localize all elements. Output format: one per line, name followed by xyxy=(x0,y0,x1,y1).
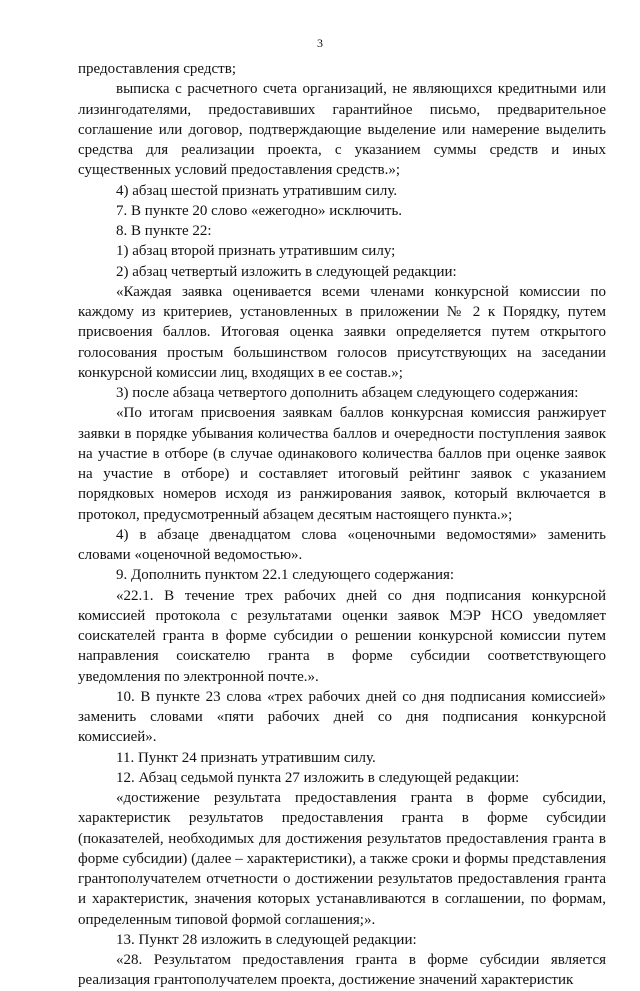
paragraph: 4) абзац шестой признать утратившим силу. xyxy=(116,182,398,199)
paragraph: 9. Дополнить пунктом 22.1 следующего содержания: xyxy=(116,567,455,584)
paragraph: 3) после абзаца четвертого дополнить абзацем следующего содержания: xyxy=(116,385,579,401)
paragraph: «28. Результатом предоставления гранта в форме субсидии является реализация грантополучателем проекта, достижение значений характеристик xyxy=(78,952,606,989)
paragraph: «По итогам присвоения заявкам баллов конкурсная комиссия ранжирует заявки в порядке убывания количества баллов и очередности поступления заявок на участие в отборе (в случае одинакового количества баллов при оценке заявок на участие в отборе) и составляет итоговый рейтинг заявок с указанием порядковых номеров исходя из ранжирования заявок, который включается в протокол, предусмотренный абзацем десятым настоящего пункта.»; xyxy=(78,405,606,523)
paragraph: 10. В пункте 23 слова «трех рабочих дней со дня подписания комиссией» заменить словами «пяти рабочих дней со дня подписания конкурсной комиссией». xyxy=(78,688,606,746)
paragraph: 2) абзац четвертый изложить в следующей редакции: xyxy=(116,263,457,280)
paragraph: 7. В пункте 20 слово «ежегодно» исключить. xyxy=(116,202,403,219)
paragraph: 11. Пункт 24 признать утратившим силу. xyxy=(116,749,376,766)
document-body xyxy=(78,59,606,991)
page-number: 3 xyxy=(317,36,323,50)
paragraph: «достижение результата предоставления гранта в форме субсидии, характеристик результатов предоставления гранта в форме субсидии (показателей, необходимых для достижения результатов предоставления гранта в форме субсидии) (далее – характеристики), а также сроки и формы представления грантополучателем отчетности о достижении результатов предоставления гранта и характеристик, значения которых устанавливаются в соглашении, по формам, определенным типовой формой соглашения;». xyxy=(78,790,606,928)
paragraph: «22.1. В течение трех рабочих дней со дня подписания конкурсной комиссией протокола с результатами оценки заявок МЭР НСО уведомляет соискателей гранта в форме субсидии о решении конкурсной комиссии путем направления соискателю гранта в форме субсидии соответствующего уведомления по электронной почте.». xyxy=(78,587,606,685)
paragraph: 8. В пункте 22: xyxy=(116,223,212,239)
paragraph: 4) в абзаце двенадцатом слова «оценочными ведомостями» заменить словами «оценочной ведомостью». xyxy=(78,526,606,563)
paragraph: предоставления средств; xyxy=(78,61,236,77)
paragraph: выписка с расчетного счета организаций, не являющихся кредитными или лизингодателями, предоставивших гарантийное письмо, предварительное соглашение или договор, подтверждающие выделение или намерение выделить средства для реализации проекта, с указанием суммы средств и иных существенных условий предоставления средств.»; xyxy=(78,81,606,179)
paragraph: 12. Абзац седьмой пункта 27 изложить в следующей редакции: xyxy=(116,769,520,786)
paragraph: 1) абзац второй признать утратившим силу; xyxy=(116,243,396,260)
paragraph: «Каждая заявка оценивается всеми членами конкурсной комиссии по каждому из критериев, установленных в приложении № 2 к Порядку, путем присвоения баллов. Итоговая оценка заявки определяется путем открытого голосования простым большинством голосов присутствующих на заседании конкурсной комиссии лиц, входящих в ее состав.»; xyxy=(78,283,606,381)
paragraph: 13. Пункт 28 изложить в следующей редакции: xyxy=(116,931,417,948)
